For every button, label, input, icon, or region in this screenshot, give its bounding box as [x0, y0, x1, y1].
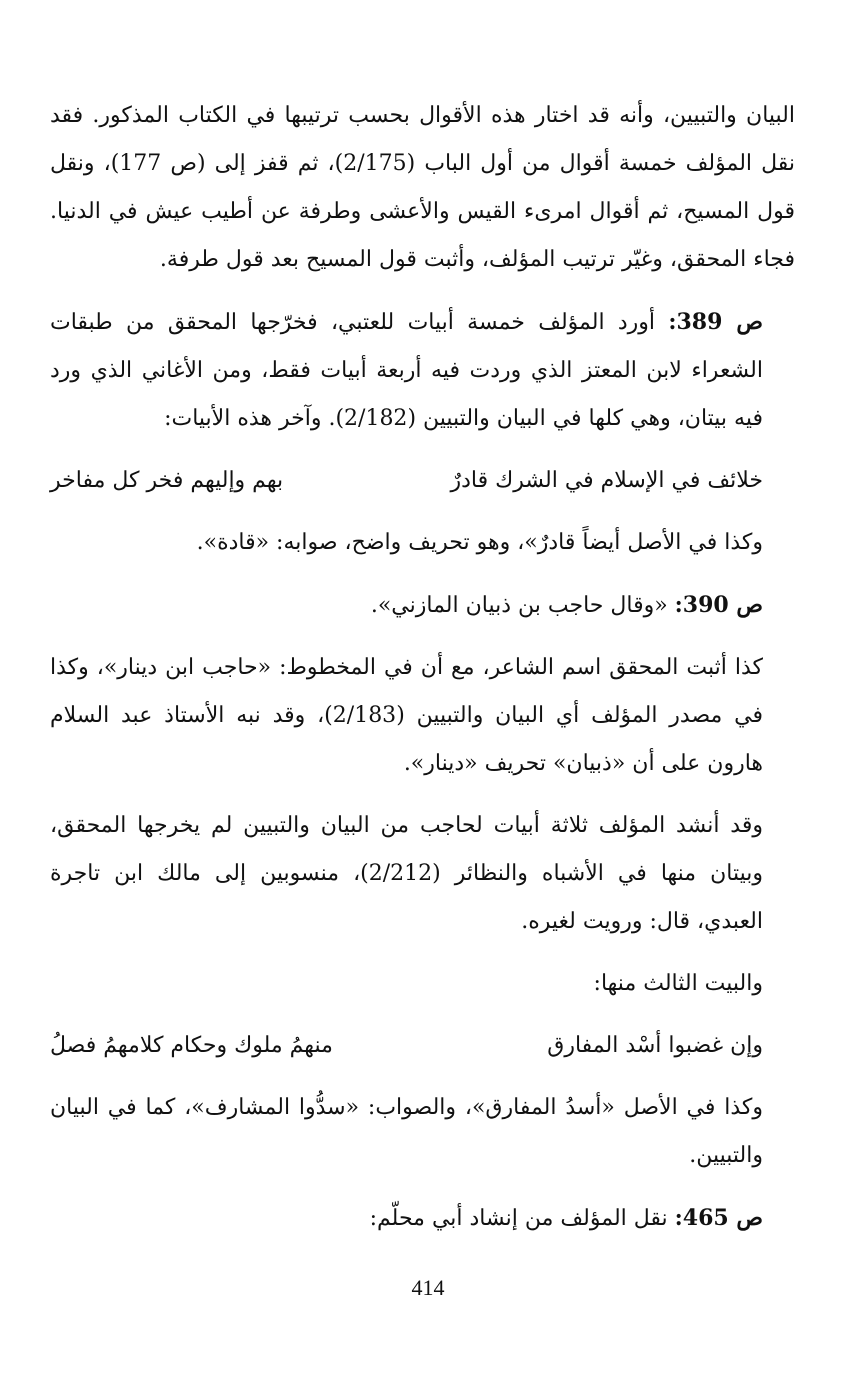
paragraph-poet-name-text: كذا أثبت المحقق اسم الشاعر، مع أن في المخطوط: «حاجب ابن دينار»، وكذا في مصدر المؤلف أي البيان والتبيين (2/183)، وقد نبه الأستاذ عبد السلام هارون على أن «ذبيان» تحريف «دينار». — [50, 655, 763, 776]
verse-1 — [50, 457, 795, 505]
paragraph-389 — [50, 298, 795, 443]
page-ref-389: ص 389: — [668, 309, 763, 335]
paragraph-correction-1-text: وكذا في الأصل أيضاً قادرٌ»، وهو تحريف واضح، صوابه: «قادة». — [196, 530, 763, 555]
page-body — [50, 92, 795, 1257]
verse-1-second-hemistich: بهم وإليهم فخر كل مفاخر — [50, 468, 284, 493]
paragraph-third-verse — [50, 960, 795, 1008]
paragraph-correction-2 — [50, 1084, 795, 1180]
verse-1-first-hemistich: خلائف في الإسلام في الشرك قادرٌ — [450, 468, 763, 493]
verse-2-second-hemistich: منهمُ ملوك وحكام كلامهمُ فصلُ — [50, 1033, 333, 1058]
paragraph-three-verses — [50, 802, 795, 946]
paragraph-poet-name — [50, 644, 795, 788]
paragraph-third-verse-text: والبيت الثالث منها: — [593, 971, 763, 996]
verse-2 — [50, 1022, 795, 1070]
paragraph-1-text: البيان والتبيين، وأنه قد اختار هذه الأقوال بحسب ترتيبها في الكتاب المذكور. فقد نقل المؤلف خمسة أقوال من أول الباب (2/175)، ثم قفز إلى (ص 177)، ونقل قول المسيح، ثم أقوال امرىء القيس والأعشى وطرفة عن أطيب عيش في الدنيا. فجاء المحقق، وغيّر ترتيب المؤلف، وأثبت قول المسيح بعد قول طرفة. — [50, 103, 796, 272]
page-ref-390: ص 390: — [674, 592, 763, 618]
paragraph-389-text: أورد المؤلف خمسة أبيات للعتبي، فخرّجها المحقق من طبقات الشعراء لابن المعتز الذي وردت فيه أربعة أبيات فقط، ومن الأغاني الذي ورد فيه بيتان، وهي كلها في البيان والتبيين (2/182). وآخر هذه الأبيات: — [50, 310, 763, 431]
paragraph-correction-2-text: وكذا في الأصل «أسدُ المفارق»، والصواب: «سدُّوا المشارف»، كما في البيان والتبيين. — [50, 1095, 763, 1168]
paragraph-390 — [50, 581, 795, 630]
paragraph-390-text: «وقال حاجب بن ذبيان المازني». — [370, 593, 675, 618]
paragraph-correction-1 — [50, 519, 795, 567]
page-number: 414 — [411, 1275, 445, 1300]
page-ref-465: ص 465: — [674, 1205, 763, 1231]
paragraph-465-text: نقل المؤلف من إنشاد أبي محلّم: — [369, 1206, 675, 1231]
paragraph-1 — [50, 92, 795, 284]
verse-2-first-hemistich: وإن غضبوا أسْد المفارق — [547, 1033, 763, 1058]
paragraph-465 — [50, 1194, 795, 1243]
paragraph-three-verses-text: وقد أنشد المؤلف ثلاثة أبيات لحاجب من البيان والتبيين لم يخرجها المحقق، وبيتان منها في الأشباه والنظائر (2/212)، منسوبين إلى مالك ابن تاجرة العبدي، قال: ورويت لغيره. — [50, 813, 764, 934]
